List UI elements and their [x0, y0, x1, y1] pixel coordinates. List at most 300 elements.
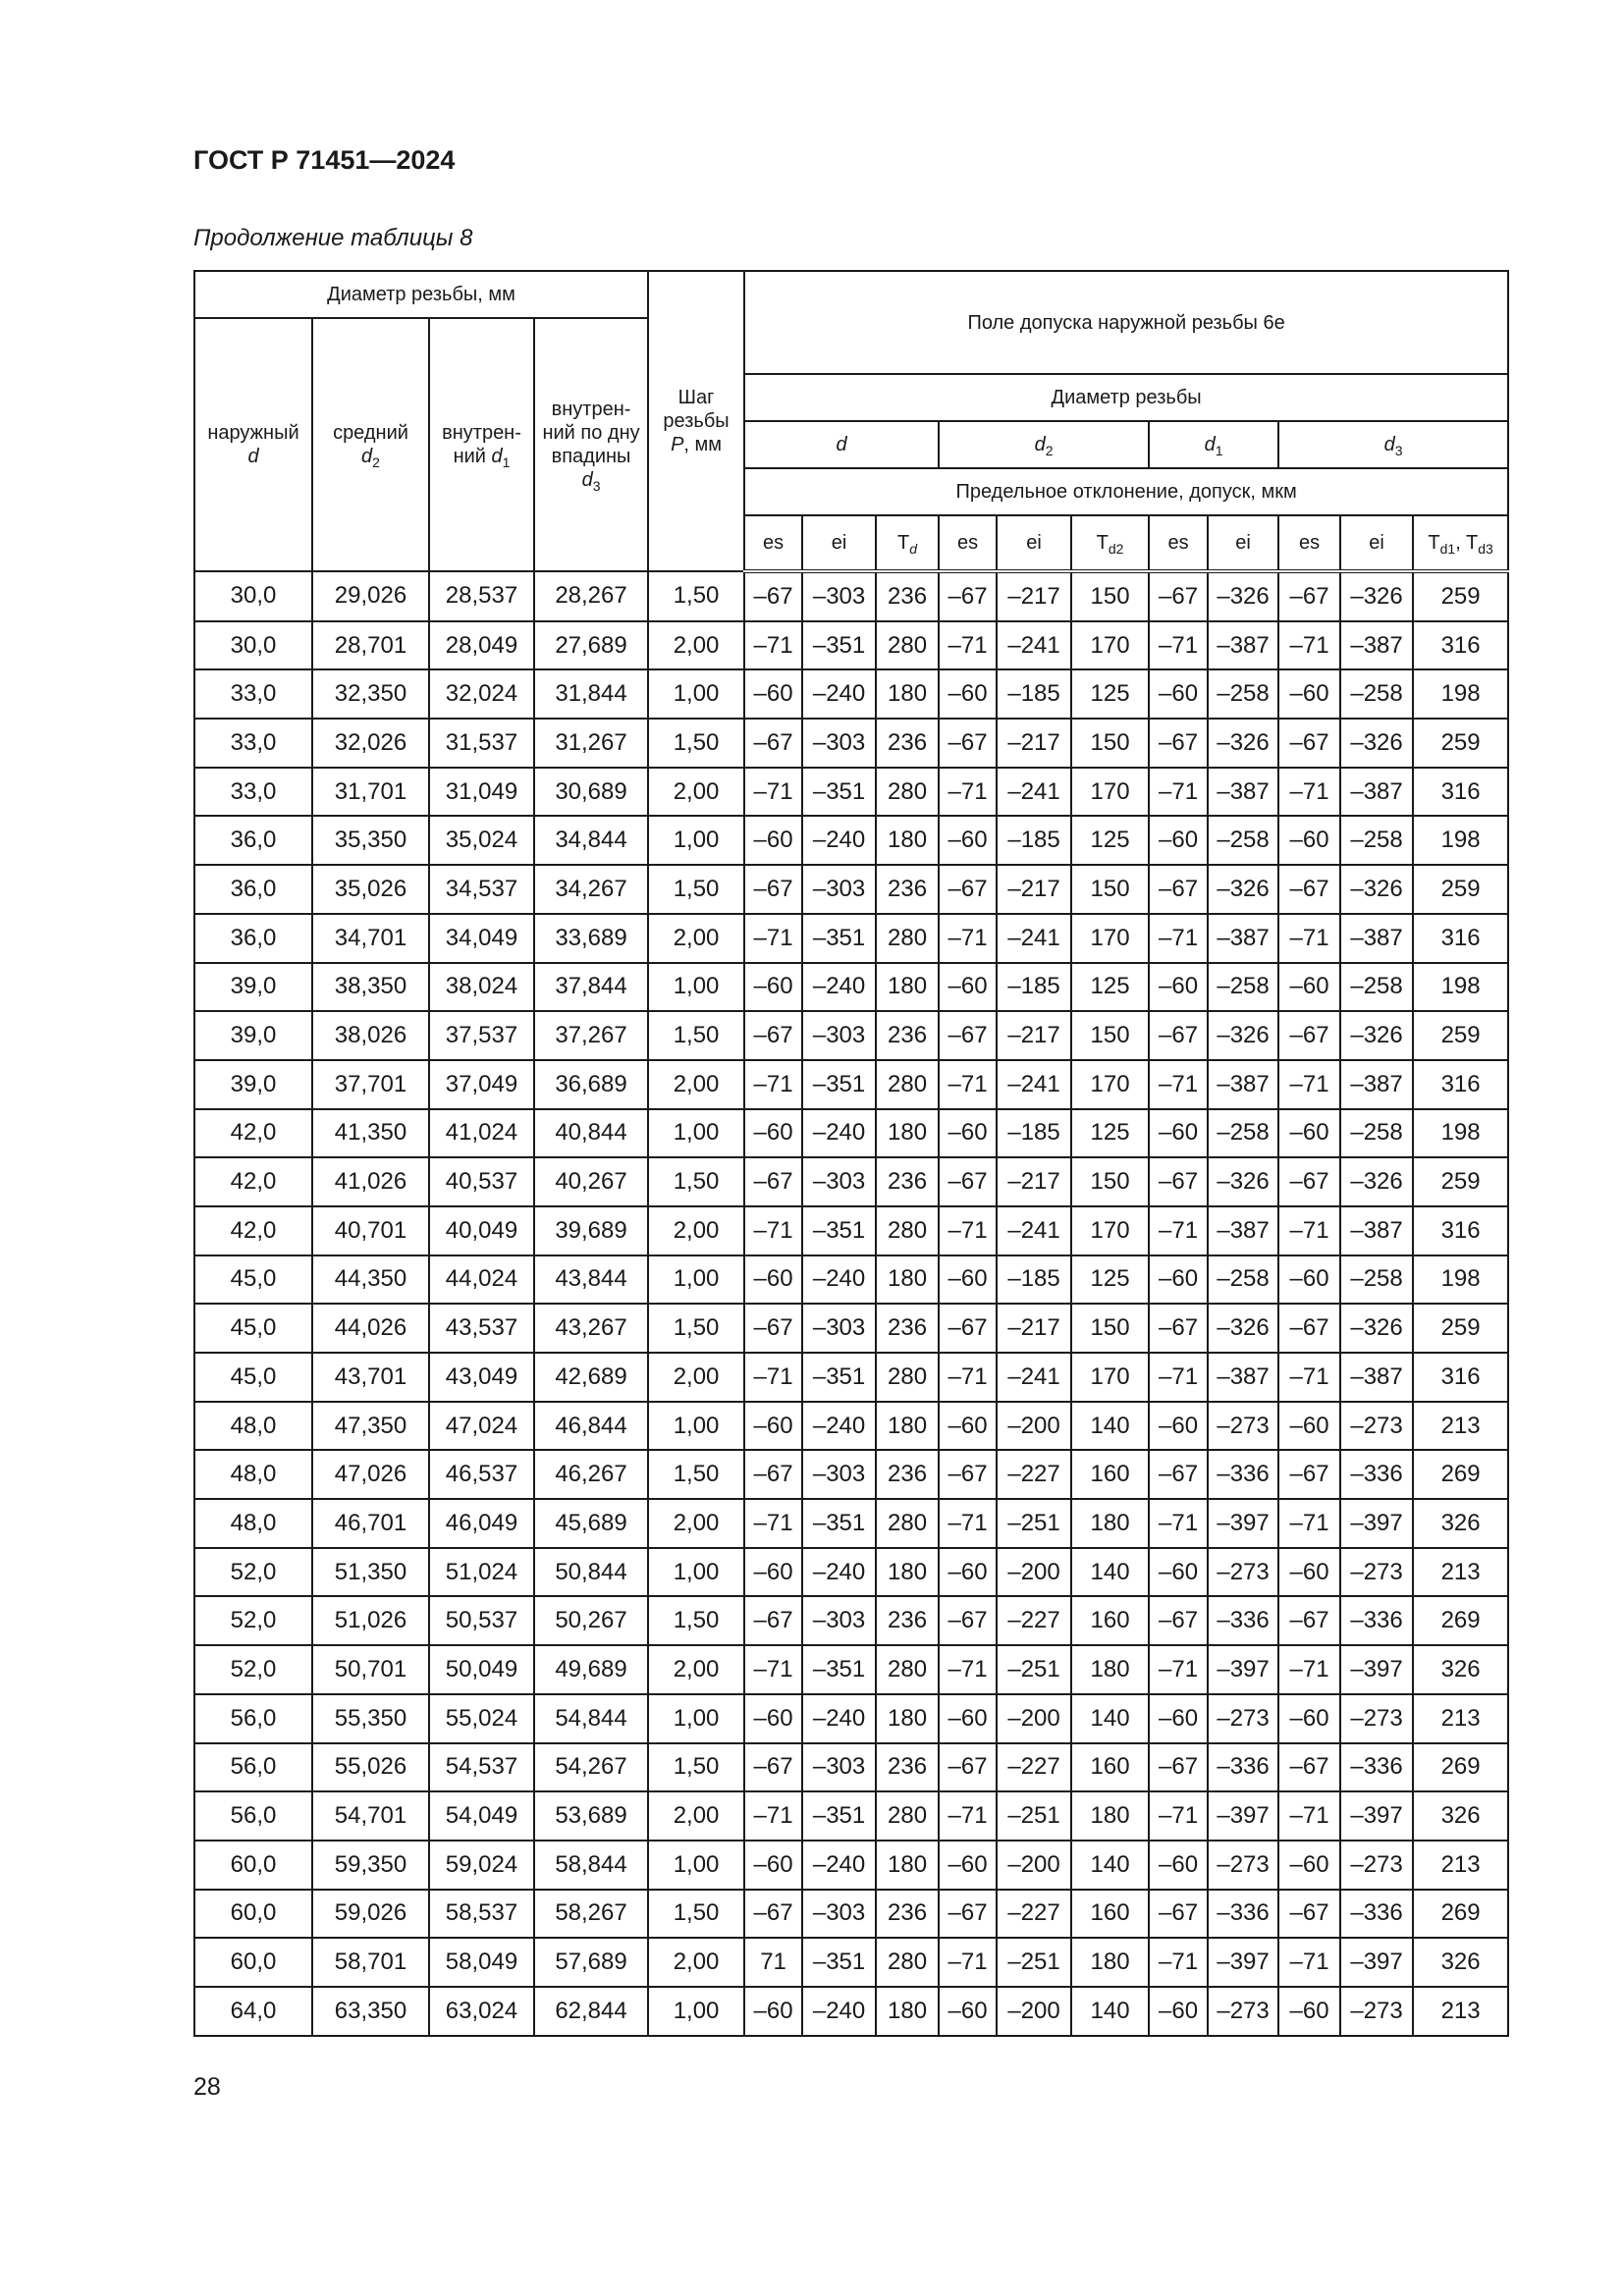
- table-cell: –240: [802, 1841, 876, 1890]
- table-cell: 42,0: [194, 1109, 312, 1158]
- table-cell: –336: [1340, 1890, 1413, 1939]
- group-d2-sub: 2: [1045, 442, 1054, 458]
- table-row: [194, 1841, 1508, 1890]
- table-cell: 280: [876, 1791, 939, 1841]
- col-d3-es: es: [1278, 515, 1340, 571]
- table-cell: 236: [876, 1743, 939, 1792]
- header-middle-label: средний: [333, 422, 408, 444]
- table-cell: 236: [876, 1450, 939, 1499]
- table-cell: –326: [1208, 1011, 1278, 1060]
- table-cell: –60: [939, 1694, 997, 1743]
- table-cell: –303: [802, 1304, 876, 1353]
- table-cell: –71: [1149, 768, 1208, 817]
- table-cell: –303: [802, 1011, 876, 1060]
- table-cell: 280: [876, 1060, 939, 1109]
- table-cell: 60,0: [194, 1890, 312, 1939]
- table-cell: –351: [802, 1938, 876, 1987]
- table-cell: 236: [876, 1304, 939, 1353]
- table-cell: 35,026: [312, 865, 429, 914]
- table-cell: 58,267: [534, 1890, 648, 1939]
- table-cell: 47,024: [429, 1402, 534, 1451]
- table-cell: 37,267: [534, 1011, 648, 1060]
- table-cell: –273: [1340, 1841, 1413, 1890]
- table-cell: 2,00: [648, 1499, 744, 1548]
- table-cell: 1,50: [648, 571, 744, 621]
- table-cell: –60: [744, 1109, 802, 1158]
- header-middle-sub: 2: [372, 454, 380, 470]
- table-cell: 1,00: [648, 1255, 744, 1305]
- table-cell: 50,844: [534, 1548, 648, 1597]
- table-cell: 236: [876, 571, 939, 621]
- table-cell: 36,0: [194, 914, 312, 963]
- table-cell: 48,0: [194, 1499, 312, 1548]
- table-cell: 236: [876, 1157, 939, 1206]
- table-cell: –387: [1208, 1353, 1278, 1402]
- table-cell: 1,00: [648, 1694, 744, 1743]
- table-cell: –326: [1340, 1304, 1413, 1353]
- table-cell: 57,689: [534, 1938, 648, 1987]
- table-cell: 46,537: [429, 1450, 534, 1499]
- table-cell: 180: [1071, 1499, 1149, 1548]
- table-cell: 280: [876, 1206, 939, 1255]
- table-cell: –397: [1340, 1499, 1413, 1548]
- table-cell: 52,0: [194, 1596, 312, 1645]
- table-cell: –336: [1340, 1743, 1413, 1792]
- table-cell: 150: [1071, 865, 1149, 914]
- table-cell: 33,0: [194, 669, 312, 719]
- table-cell: –227: [997, 1890, 1071, 1939]
- table-cell: –67: [939, 571, 997, 621]
- table-cell: –71: [1278, 1645, 1340, 1694]
- table-cell: –200: [997, 1548, 1071, 1597]
- table-cell: –240: [802, 1255, 876, 1305]
- header-inner-sub: 1: [502, 454, 511, 470]
- table-cell: 39,689: [534, 1206, 648, 1255]
- table-cell: –217: [997, 1011, 1071, 1060]
- table-row: [194, 621, 1508, 670]
- table-cell: –251: [997, 1791, 1071, 1841]
- table-cell: –387: [1340, 1353, 1413, 1402]
- table-cell: –60: [744, 1255, 802, 1305]
- table-cell: –60: [939, 1402, 997, 1451]
- table-cell: –67: [1278, 571, 1340, 621]
- table-cell: –60: [744, 1987, 802, 2036]
- table-cell: 31,844: [534, 669, 648, 719]
- table-row: [194, 1255, 1508, 1305]
- table-cell: 35,024: [429, 816, 534, 865]
- table-cell: 38,350: [312, 963, 429, 1012]
- table-cell: –67: [939, 1011, 997, 1060]
- col-td2: [1071, 515, 1149, 571]
- table-cell: –60: [1149, 669, 1208, 719]
- col-td1-td3: [1413, 515, 1508, 571]
- table-cell: –240: [802, 1694, 876, 1743]
- table-cell: –303: [802, 1450, 876, 1499]
- table-cell: 39,0: [194, 963, 312, 1012]
- table-cell: –71: [744, 768, 802, 817]
- table-cell: 46,049: [429, 1499, 534, 1548]
- table-cell: –60: [1149, 1694, 1208, 1743]
- table-cell: 43,267: [534, 1304, 648, 1353]
- table-cell: 47,026: [312, 1450, 429, 1499]
- col-td: [876, 515, 939, 571]
- table-cell: –258: [1208, 669, 1278, 719]
- table-cell: –67: [744, 719, 802, 768]
- table-cell: –336: [1340, 1596, 1413, 1645]
- table-cell: 32,350: [312, 669, 429, 719]
- table-cell: –273: [1340, 1694, 1413, 1743]
- table-cell: –217: [997, 571, 1071, 621]
- table-cell: 40,844: [534, 1109, 648, 1158]
- table-cell: 316: [1413, 1353, 1508, 1402]
- table-cell: 180: [876, 1694, 939, 1743]
- table-cell: 30,0: [194, 621, 312, 670]
- table-cell: 51,026: [312, 1596, 429, 1645]
- table-cell: –71: [1278, 621, 1340, 670]
- table-cell: 236: [876, 719, 939, 768]
- table-cell: 1,00: [648, 669, 744, 719]
- table-cell: 48,0: [194, 1450, 312, 1499]
- table-cell: 45,689: [534, 1499, 648, 1548]
- table-cell: 180: [876, 1987, 939, 2036]
- table-cell: 1,00: [648, 816, 744, 865]
- table-cell: –397: [1208, 1645, 1278, 1694]
- table-cell: –217: [997, 719, 1071, 768]
- table-cell: –326: [1340, 719, 1413, 768]
- table-cell: 33,0: [194, 768, 312, 817]
- table-cell: –240: [802, 1987, 876, 2036]
- table-cell: –273: [1340, 1987, 1413, 2036]
- table-cell: 2,00: [648, 1645, 744, 1694]
- table-cell: 28,537: [429, 571, 534, 621]
- group-d1-sub: 1: [1215, 442, 1223, 458]
- table-cell: 31,537: [429, 719, 534, 768]
- table-cell: –60: [1278, 963, 1340, 1012]
- table-cell: 160: [1071, 1450, 1149, 1499]
- table-cell: 1,50: [648, 865, 744, 914]
- table-cell: 34,701: [312, 914, 429, 963]
- table-cell: 180: [1071, 1938, 1149, 1987]
- table-cell: 56,0: [194, 1743, 312, 1792]
- table-cell: –351: [802, 1499, 876, 1548]
- table-cell: 46,844: [534, 1402, 648, 1451]
- table-cell: 54,537: [429, 1743, 534, 1792]
- table-cell: 140: [1071, 1694, 1149, 1743]
- table-cell: –273: [1208, 1402, 1278, 1451]
- table-cell: –200: [997, 1987, 1071, 2036]
- table-cell: –71: [1149, 1645, 1208, 1694]
- table-cell: 36,0: [194, 865, 312, 914]
- table-cell: 33,0: [194, 719, 312, 768]
- table-cell: 27,689: [534, 621, 648, 670]
- table-cell: –397: [1208, 1499, 1278, 1548]
- table-cell: 140: [1071, 1548, 1149, 1597]
- table-cell: 34,537: [429, 865, 534, 914]
- table-cell: –387: [1340, 1206, 1413, 1255]
- table-cell: –351: [802, 1206, 876, 1255]
- table-cell: 2,00: [648, 914, 744, 963]
- table-cell: –336: [1340, 1450, 1413, 1499]
- table-cell: 37,844: [534, 963, 648, 1012]
- table-row: [194, 1109, 1508, 1158]
- table-cell: –240: [802, 963, 876, 1012]
- table-cell: –351: [802, 1353, 876, 1402]
- table-cell: –71: [1149, 1206, 1208, 1255]
- table-cell: –241: [997, 621, 1071, 670]
- table-cell: 34,049: [429, 914, 534, 963]
- table-cell: –67: [939, 1304, 997, 1353]
- table-cell: 326: [1413, 1499, 1508, 1548]
- table-cell: 28,267: [534, 571, 648, 621]
- table-cell: 39,0: [194, 1011, 312, 1060]
- table-cell: –67: [1278, 1450, 1340, 1499]
- table-cell: –67: [1149, 1890, 1208, 1939]
- col-td-sub: d: [909, 540, 918, 557]
- table-cell: –251: [997, 1645, 1071, 1694]
- table-cell: –251: [997, 1938, 1071, 1987]
- header-group-d3: [1278, 421, 1508, 468]
- table-cell: –351: [802, 1791, 876, 1841]
- table-cell: 56,0: [194, 1791, 312, 1841]
- table-cell: –71: [744, 1353, 802, 1402]
- table-cell: 160: [1071, 1743, 1149, 1792]
- table-cell: –60: [1278, 1402, 1340, 1451]
- table-cell: –303: [802, 719, 876, 768]
- table-row: [194, 816, 1508, 865]
- table-cell: –303: [802, 865, 876, 914]
- table-cell: 280: [876, 914, 939, 963]
- table-cell: –241: [997, 768, 1071, 817]
- table-cell: –60: [744, 1548, 802, 1597]
- header-inner-label: внутрен-ний: [442, 422, 521, 467]
- table-cell: –71: [1278, 1791, 1340, 1841]
- table-cell: 49,689: [534, 1645, 648, 1694]
- table-cell: –60: [1278, 816, 1340, 865]
- table-cell: –71: [1149, 914, 1208, 963]
- col-d1-es: es: [1149, 515, 1208, 571]
- table-cell: –71: [744, 1206, 802, 1255]
- table-cell: –60: [1149, 816, 1208, 865]
- table-cell: –185: [997, 1109, 1071, 1158]
- header-pitch-symbol: P: [671, 434, 684, 455]
- table-cell: 180: [876, 963, 939, 1012]
- table-cell: 180: [876, 1548, 939, 1597]
- table-cell: 60,0: [194, 1938, 312, 1987]
- table-cell: –60: [1278, 1255, 1340, 1305]
- table-cell: 170: [1071, 621, 1149, 670]
- table-cell: 42,0: [194, 1206, 312, 1255]
- table-cell: –217: [997, 865, 1071, 914]
- table-cell: –60: [1149, 1109, 1208, 1158]
- table-cell: 40,537: [429, 1157, 534, 1206]
- table-cell: 52,0: [194, 1548, 312, 1597]
- table-cell: –67: [1278, 1596, 1340, 1645]
- table-cell: –71: [1278, 1499, 1340, 1548]
- table-cell: –217: [997, 1157, 1071, 1206]
- table-cell: –273: [1208, 1694, 1278, 1743]
- table-row: [194, 669, 1508, 719]
- table-cell: 326: [1413, 1938, 1508, 1987]
- table-cell: 213: [1413, 1402, 1508, 1451]
- table-cell: –351: [802, 914, 876, 963]
- table-cell: –200: [997, 1402, 1071, 1451]
- table-cell: –67: [1149, 719, 1208, 768]
- table-cell: –397: [1340, 1791, 1413, 1841]
- table-cell: 41,026: [312, 1157, 429, 1206]
- table-cell: 39,0: [194, 1060, 312, 1109]
- table-cell: 170: [1071, 914, 1149, 963]
- table-cell: 198: [1413, 816, 1508, 865]
- table-cell: 180: [876, 1109, 939, 1158]
- thread-tolerance-table: [193, 270, 1509, 2037]
- col-td3-sub: d3: [1478, 540, 1493, 557]
- table-cell: 198: [1413, 963, 1508, 1012]
- table-cell: –67: [744, 865, 802, 914]
- table-cell: 2,00: [648, 1206, 744, 1255]
- table-cell: 180: [876, 669, 939, 719]
- header-root-sub: 3: [592, 477, 601, 494]
- table-cell: 213: [1413, 1841, 1508, 1890]
- table-cell: –60: [744, 1841, 802, 1890]
- table-cell: 54,844: [534, 1694, 648, 1743]
- table-cell: 50,701: [312, 1645, 429, 1694]
- col-td3-T: T: [1465, 532, 1479, 554]
- table-cell: 1,50: [648, 1890, 744, 1939]
- table-cell: –241: [997, 914, 1071, 963]
- table-cell: –200: [997, 1841, 1071, 1890]
- table-cell: –200: [997, 1694, 1071, 1743]
- table-caption: Продолжение таблицы 8: [193, 225, 473, 251]
- table-cell: 43,701: [312, 1353, 429, 1402]
- table-cell: –60: [939, 963, 997, 1012]
- table-cell: –67: [744, 1450, 802, 1499]
- table-cell: –71: [1278, 1206, 1340, 1255]
- table-cell: –71: [1149, 621, 1208, 670]
- table-cell: –67: [1149, 1304, 1208, 1353]
- table-cell: –258: [1340, 963, 1413, 1012]
- table-cell: –67: [939, 1890, 997, 1939]
- table-cell: –258: [1340, 1255, 1413, 1305]
- table-cell: 37,537: [429, 1011, 534, 1060]
- table-cell: 30,0: [194, 571, 312, 621]
- table-cell: –60: [1278, 1548, 1340, 1597]
- table-cell: –387: [1340, 914, 1413, 963]
- table-cell: 316: [1413, 1060, 1508, 1109]
- table-row: [194, 768, 1508, 817]
- table-cell: –273: [1208, 1548, 1278, 1597]
- table-cell: 1,50: [648, 719, 744, 768]
- table-cell: 326: [1413, 1645, 1508, 1694]
- table-cell: 55,026: [312, 1743, 429, 1792]
- table-row: [194, 1694, 1508, 1743]
- table-cell: –67: [1149, 571, 1208, 621]
- table-cell: 280: [876, 1645, 939, 1694]
- table-cell: 34,267: [534, 865, 648, 914]
- table-cell: 55,350: [312, 1694, 429, 1743]
- table-cell: 46,701: [312, 1499, 429, 1548]
- table-cell: –71: [939, 621, 997, 670]
- table-cell: 280: [876, 1938, 939, 1987]
- table-cell: 1,50: [648, 1743, 744, 1792]
- table-cell: 213: [1413, 1987, 1508, 2036]
- header-inner-diameter: [429, 318, 534, 571]
- table-cell: 45,0: [194, 1304, 312, 1353]
- table-cell: –71: [1149, 1938, 1208, 1987]
- table-cell: 51,350: [312, 1548, 429, 1597]
- table-row: [194, 1304, 1508, 1353]
- table-cell: 46,267: [534, 1450, 648, 1499]
- table-cell: 31,701: [312, 768, 429, 817]
- table-cell: –387: [1208, 1206, 1278, 1255]
- table-cell: –67: [1278, 865, 1340, 914]
- table-cell: 2,00: [648, 1060, 744, 1109]
- table-cell: 213: [1413, 1548, 1508, 1597]
- table-cell: –273: [1340, 1402, 1413, 1451]
- table-cell: –273: [1208, 1841, 1278, 1890]
- table-cell: 41,024: [429, 1109, 534, 1158]
- table-cell: –336: [1208, 1743, 1278, 1792]
- table-cell: 2,00: [648, 1353, 744, 1402]
- table-cell: 40,267: [534, 1157, 648, 1206]
- table-cell: –326: [1208, 719, 1278, 768]
- table-cell: 42,0: [194, 1157, 312, 1206]
- header-group-d: [744, 421, 939, 468]
- table-cell: –326: [1340, 1011, 1413, 1060]
- table-cell: –71: [939, 1499, 997, 1548]
- table-cell: 38,026: [312, 1011, 429, 1060]
- table-row: [194, 865, 1508, 914]
- table-cell: –67: [1278, 719, 1340, 768]
- table-cell: –67: [744, 1011, 802, 1060]
- table-cell: 64,0: [194, 1987, 312, 2036]
- table-cell: –217: [997, 1304, 1071, 1353]
- table-cell: –241: [997, 1353, 1071, 1402]
- table-cell: –67: [1278, 1890, 1340, 1939]
- table-cell: –326: [1208, 571, 1278, 621]
- table-cell: –71: [744, 914, 802, 963]
- table-cell: 42,689: [534, 1353, 648, 1402]
- table-cell: –67: [1149, 1743, 1208, 1792]
- table-cell: 43,844: [534, 1255, 648, 1305]
- table-cell: –273: [1340, 1548, 1413, 1597]
- table-cell: –71: [1278, 1938, 1340, 1987]
- table-cell: 38,024: [429, 963, 534, 1012]
- table-row: [194, 1499, 1508, 1548]
- table-cell: 160: [1071, 1890, 1149, 1939]
- table-cell: –387: [1208, 1060, 1278, 1109]
- col-td-T: T: [897, 532, 910, 554]
- table-cell: –71: [939, 914, 997, 963]
- table-row: [194, 1450, 1508, 1499]
- table-row: [194, 1743, 1508, 1792]
- table-cell: 1,50: [648, 1157, 744, 1206]
- table-cell: –185: [997, 1255, 1071, 1305]
- table-cell: –303: [802, 1743, 876, 1792]
- table-row: [194, 963, 1508, 1012]
- table-cell: –258: [1208, 1255, 1278, 1305]
- table-cell: 53,689: [534, 1791, 648, 1841]
- table-cell: –67: [1278, 1743, 1340, 1792]
- table-cell: 170: [1071, 1206, 1149, 1255]
- table-cell: –60: [939, 1109, 997, 1158]
- table-cell: –71: [1278, 914, 1340, 963]
- col-td1-T: T: [1428, 532, 1440, 554]
- table-cell: –227: [997, 1596, 1071, 1645]
- table-cell: –240: [802, 1109, 876, 1158]
- table-cell: –71: [1278, 1060, 1340, 1109]
- table-cell: –60: [744, 963, 802, 1012]
- table-cell: 259: [1413, 1011, 1508, 1060]
